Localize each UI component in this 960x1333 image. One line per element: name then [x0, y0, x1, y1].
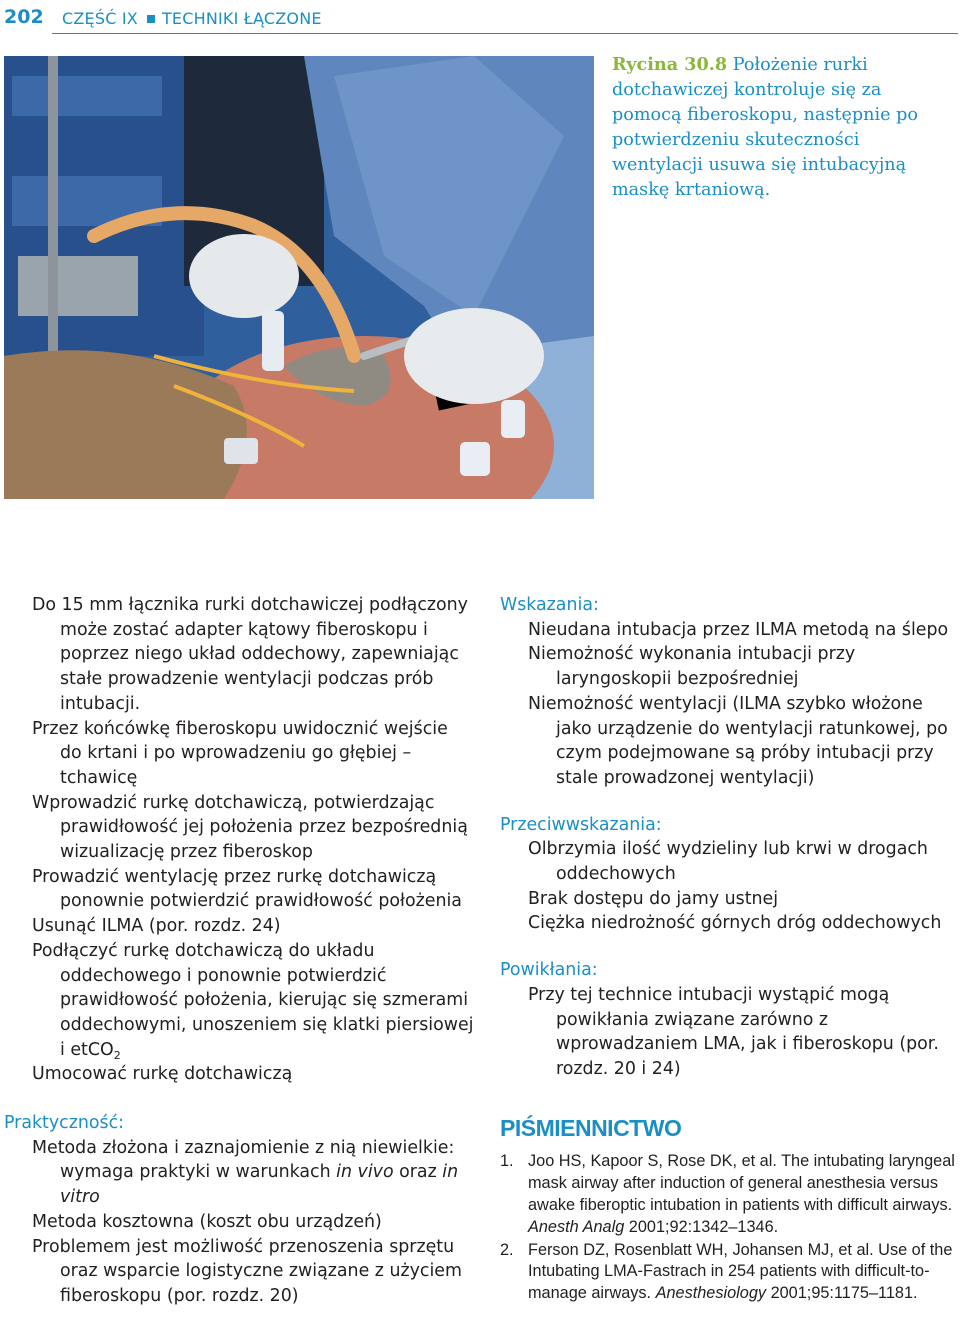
practicality-item: [4, 1136, 474, 1210]
reference-citation: 2001;92:1342–1346.: [624, 1217, 779, 1236]
photo-ecg-electrode: [460, 442, 490, 476]
figure-caption-text: Położenie rurki dotchawiczej kontroluje się za pomocą fiberoskopu, następnie po potwierdzeniu skuteczności wentylacji usuwa się intubacyjną maskę krtaniową.: [612, 55, 918, 200]
practicality-item: Metoda kosztowna (koszt obu urządzeń): [32, 1211, 382, 1232]
photo-monitor-panel: [18, 256, 138, 316]
figure-photo: [4, 56, 594, 499]
reference-number: 2.: [500, 1240, 514, 1259]
photo-gloved-hand: [404, 308, 544, 404]
part-label: CZĘŚĆ IX: [62, 9, 138, 28]
reference-item: [500, 1151, 958, 1238]
procedure-step: [4, 939, 474, 1063]
spacer: [500, 791, 958, 813]
reference-item: [500, 1240, 958, 1305]
procedure-step: Prowadzić wentylację przez rurkę dotchawiczą ponownie potwierdzić prawidłowość położenia: [32, 866, 462, 912]
complications-heading: Powikłania:: [500, 960, 598, 981]
procedure-step: Przez końcówkę fiberoskopu uwidocznić wejście do krtani i po wprowadzeniu go głębiej – tchawicę: [32, 718, 448, 788]
reference-citation: 2001;95:1175–1181.: [766, 1284, 918, 1303]
indication-item: Niemożność wykonania intubacji przy laryngoskopii bezpośredniej: [528, 644, 856, 690]
contraindications-heading: Przeciwwskazania:: [500, 814, 662, 835]
photo-ecg-electrode: [224, 438, 258, 464]
figure-label: Rycina 30.8: [612, 54, 728, 75]
references-title: PIŚMIENNICTWO: [500, 1114, 682, 1141]
left-column: [4, 593, 474, 1309]
contraindication-item: Olbrzymia ilość wydzieliny lub krwi w drogach oddechowych: [528, 839, 928, 885]
photo-equipment-shelf: [12, 76, 162, 116]
photo-pole: [48, 56, 58, 356]
reference-journal: Anesth Analg: [528, 1217, 625, 1236]
procedure-step: Umocować rurkę dotchawiczą: [32, 1064, 293, 1085]
procedure-step: Do 15 mm łącznika rurki dotchawiczej podłączony może zostać adapter kątowy fiberoskopu i poprzez niego układ oddechowy, zapewniając stałe prowadzenie wentylacji podczas prób intubacji.: [32, 595, 468, 714]
complication-item: Przy tej technice intubacji wystąpić mogą powikłania związane zarówno z wprowadzaniem LMA, jak i fiberoskopu (por. rozdz. 20 i 24): [528, 984, 939, 1079]
part-title: TECHNIKI ŁĄCZONE: [161, 9, 322, 28]
running-title: [62, 9, 322, 28]
contraindication-item: Brak dostępu do jamy ustnej: [528, 888, 779, 909]
reference-journal: Anesthesiology: [655, 1284, 767, 1303]
italic-term: in vivo: [336, 1162, 394, 1183]
contraindication-item: Ciężka niedrożność górnych dróg oddechowych: [528, 913, 942, 934]
figure-caption: [612, 52, 947, 203]
reference-text: Joo HS, Kapoor S, Rose DK, et al. The intubating laryngeal mask airway after induction of general anesthesia versus awake fiberoptic intubation in patients with difficult airways.: [528, 1152, 955, 1214]
text-run: Metoda złożona i zaznajomienie z nią niewielkie: wymaga praktyki w warunkach: [32, 1137, 455, 1183]
photo-illustration: [4, 56, 594, 499]
photo-ecg-electrode: [501, 400, 525, 438]
reference-number: 1.: [500, 1152, 514, 1171]
indication-item: Nieudana intubacja przez ILMA metodą na ślepo: [528, 619, 949, 640]
photo-patient-hair: [4, 350, 247, 499]
practicality-heading: Praktyczność:: [4, 1113, 125, 1134]
photo-circuit-connector: [262, 311, 284, 371]
photo-gloved-hand: [189, 234, 299, 318]
reference-text: Ferson DZ, Rosenblatt WH, Johansen MJ, et al. Use of the Intubating LMA-Fastrach in 254 patients with difficult-to-manage airways.: [528, 1240, 953, 1303]
references-list: [500, 1151, 958, 1305]
right-column: [500, 593, 958, 1306]
running-header: [4, 4, 958, 34]
spacer: [500, 936, 958, 958]
page-number: 202: [4, 6, 44, 28]
indication-item: Niemożność wentylacji (ILMA szybko włożone jako urządzenie do wentylacji ratunkowej, po czym podejmowane są próby intubacji przy stale prowadzonej wentylacji): [528, 693, 948, 788]
procedure-step: Wprowadzić rurkę dotchawiczą, potwierdzając prawidłowość jej położenia przez bezpośrednią wizualizację przez fiberoskop: [32, 792, 468, 863]
subscript: 2: [113, 1048, 121, 1062]
practicality-item: Problemem jest możliwość przenoszenia sprzętu oraz wsparcie logistyczne związane z użyciem fiberoskopu (por. rozdz. 20): [32, 1236, 462, 1306]
indications-heading: Wskazania:: [500, 595, 599, 615]
procedure-step: Usunąć ILMA (por. rozdz. 24): [32, 916, 281, 937]
procedure-step-text: Podłączyć rurkę dotchawiczą do układu oddechowego i ponownie potwierdzić prawidłowość położenia, kierując się szmerami oddechowymi, unoszeniem się klatki piersiowej i etCO: [32, 940, 474, 1060]
text-run: oraz: [393, 1162, 443, 1183]
italic-term: in vitro: [60, 1162, 459, 1208]
header-rule: [52, 33, 958, 34]
spacer: [4, 1087, 474, 1111]
square-bullet-icon: [147, 15, 155, 23]
